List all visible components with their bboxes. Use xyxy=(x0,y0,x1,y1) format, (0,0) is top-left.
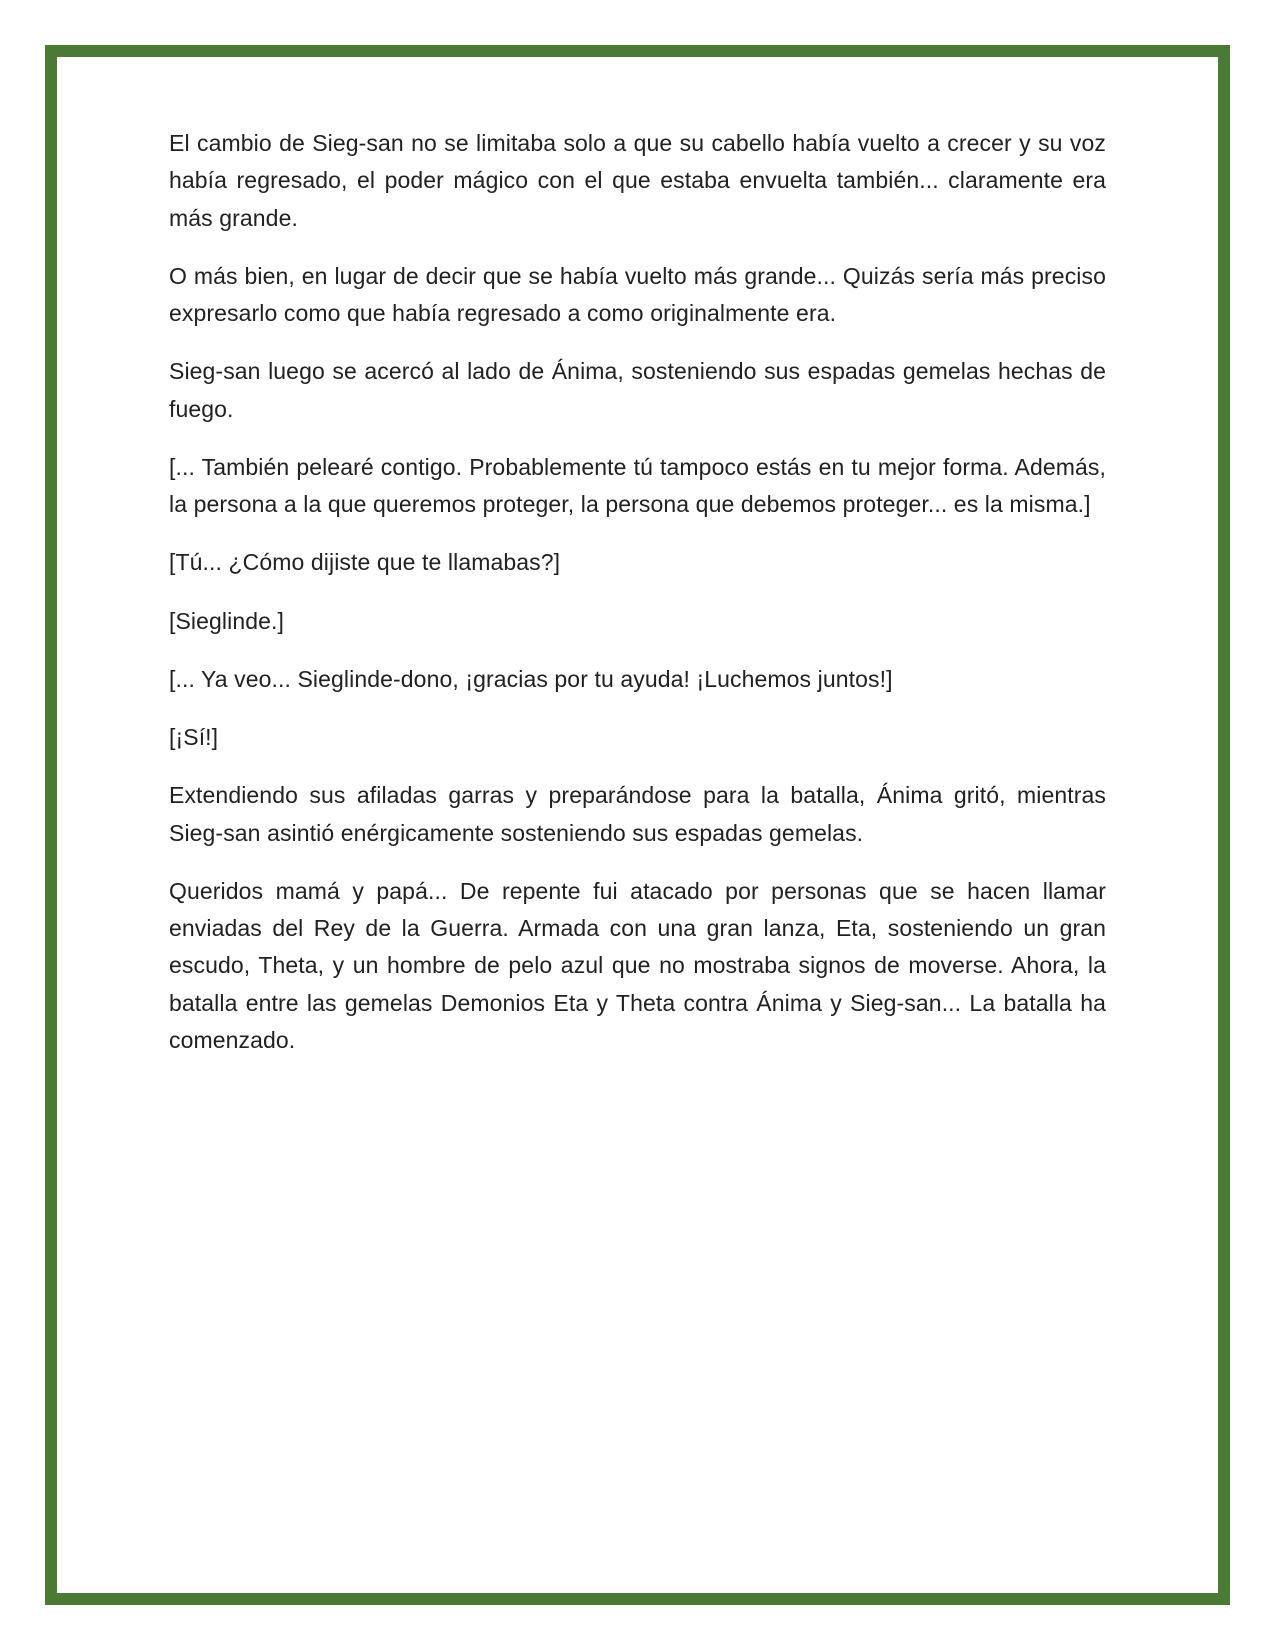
paragraph: [¡Sí!] xyxy=(169,724,219,750)
paragraph: Extendiendo sus afiladas garras y preparándose para la batalla, Ánima gritó, mientras Sieg-san asintió enérgicamente sosteniendo sus espadas gemelas. xyxy=(169,782,1106,846)
paragraph: Sieg-san luego se acercó al lado de Ánima, sosteniendo sus espadas gemelas hechas de fuego. xyxy=(169,358,1106,422)
paragraph: Queridos mamá y papá... De repente fui atacado por personas que se hacen llamar enviadas del Rey de la Guerra. Armada con una gran lanza, Eta, sosteniendo un gran escudo, Theta, y un hombre de pelo azul que no mostraba signos de moverse. Ahora, la batalla entre las gemelas Demonios Eta y Theta contra Ánima y Sieg-san... La batalla ha comenzado. xyxy=(169,877,1106,1053)
page-border-frame xyxy=(45,45,1230,1605)
paragraph: [Tú... ¿Cómo dijiste que te llamabas?] xyxy=(169,549,561,576)
paragraph: O más bien, en lugar de decir que se había vuelto más grande... Quizás sería más preciso expresarlo como que había regresado a como originalmente era. xyxy=(169,262,1106,326)
document-text xyxy=(169,125,1106,1059)
page-body xyxy=(57,57,1218,1593)
paragraph: [Sieglinde.] xyxy=(169,607,284,634)
paragraph: [... También pelearé contigo. Probablemente tú tampoco estás en tu mejor forma. Además, la persona a la que queremos proteger, la persona que debemos proteger... es la misma.] xyxy=(169,453,1106,517)
paragraph: [... Ya veo... Sieglinde-dono, ¡gracias por tu ayuda! ¡Luchemos juntos!] xyxy=(169,665,893,692)
paragraph: El cambio de Sieg-san no se limitaba solo a que su cabello había vuelto a crecer y su voz había regresado, el poder mágico con el que estaba envuelta también... claramente era más grande. xyxy=(169,130,1106,231)
